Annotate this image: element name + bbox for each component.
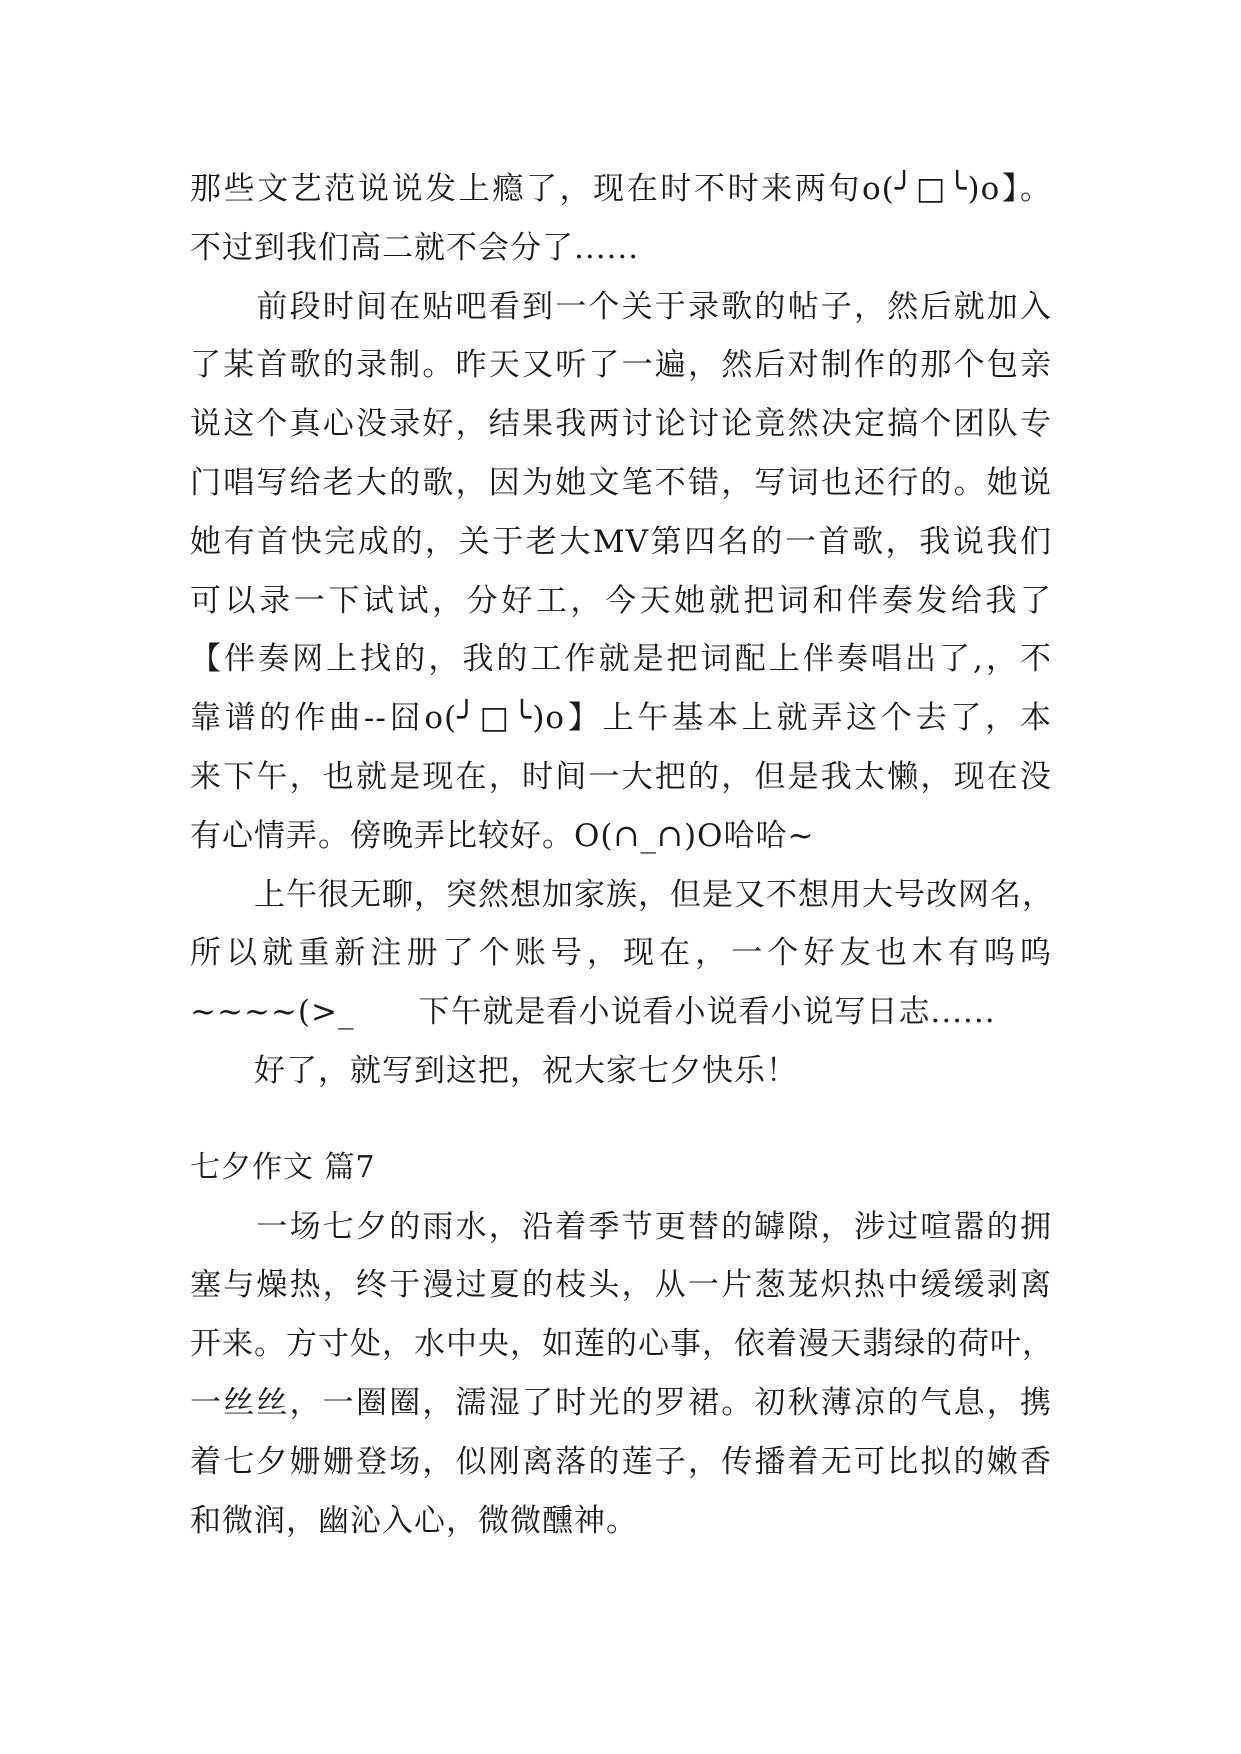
- text-line: 开来。方寸处，水中央，如莲的心事，依着漫天翡绿的荷叶，: [190, 1326, 1054, 1363]
- text-line: 门唱写给老大的歌，因为她文笔不错，写词也还行的。她说: [190, 464, 1052, 501]
- text-line: 来下午，也就是现在，时间一大把的，但是我太懒，现在没: [190, 758, 1052, 795]
- text-line: 靠谱的作曲--囧o(╯□╰)o】上午基本上就弄这个去了，本: [190, 700, 1052, 737]
- document-page: [190, 160, 1052, 1550]
- text-line: 了某首歌的录制。昨天又听了一遍，然后对制作的那个包亲: [190, 347, 1052, 384]
- text-line: 所以就重新注册了个账号，现在，一个好友也木有呜呜: [190, 935, 1052, 972]
- text-line: 可以录一下试试，分好工，今天她就把词和伴奏发给我了: [190, 582, 1052, 619]
- section-heading: 七夕作文 篇7: [190, 1149, 376, 1185]
- text-line: 上午很无聊，突然想加家族，但是又不想用大号改网名，: [190, 876, 1054, 913]
- text-line: 一丝丝，一圈圈，濡湿了时光的罗裙。初秋薄凉的气息，携: [190, 1384, 1052, 1421]
- section-text-block: [190, 1198, 1052, 1551]
- text-line: 塞与燥热，终于漫过夏的枝头，从一片葱茏炽热中缓缓剥离: [190, 1267, 1052, 1304]
- text-line: 她有首快完成的，关于老大MV第四名的一首歌，我说我们: [190, 523, 1052, 560]
- text-line: 和微润，幽沁入心，微微醺神。: [190, 1502, 638, 1539]
- text-line: 那些文艺范说说发上瘾了，现在时不时来两句o(╯□╰)o】。: [190, 171, 1052, 207]
- text-line: 不过到我们高二就不会分了......: [190, 229, 640, 266]
- text-line: 好了，就写到这把，祝大家七夕快乐！: [190, 1052, 798, 1089]
- text-line: ~~~~(>_ 下午就是看小说看小说看小说写日志......: [190, 994, 996, 1031]
- text-line: 前段时间在贴吧看到一个关于录歌的帖子，然后就加入: [190, 288, 1052, 325]
- text-block: [190, 160, 1052, 1101]
- text-line: 一场七夕的雨水，沿着季节更替的罅隙，涉过喧嚣的拥: [190, 1208, 1052, 1245]
- text-line: 【伴奏网上找的，我的工作就是把词配上伴奏唱出了,，不: [190, 641, 1052, 678]
- text-line: 有心情弄。傍晚弄比较好。O(∩_∩)O哈哈~: [190, 817, 815, 854]
- text-line: 着七夕姗姗登场，似刚离落的莲子，传播着无可比拟的嫩香: [190, 1443, 1052, 1480]
- text-line: 说这个真心没录好，结果我两讨论讨论竟然决定搞个团队专: [190, 406, 1052, 443]
